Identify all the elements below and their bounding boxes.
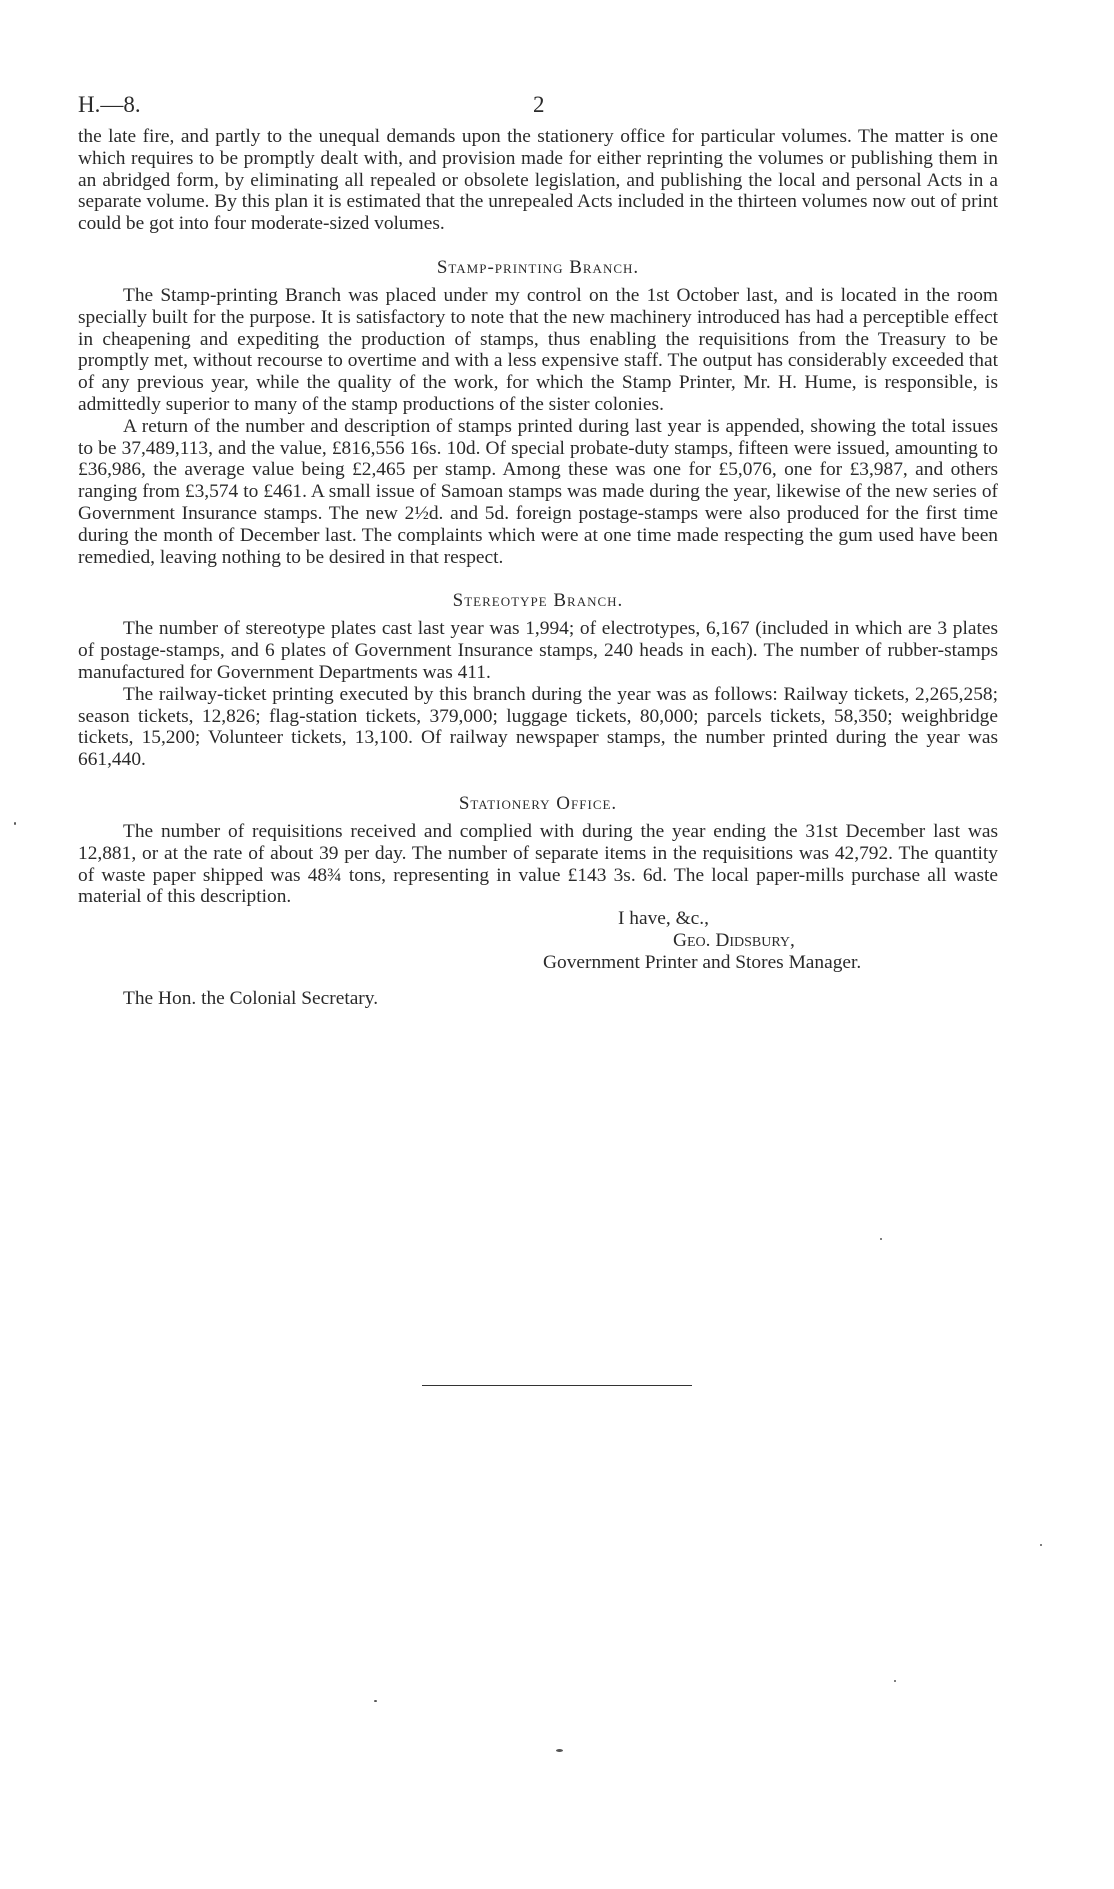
scan-speck	[894, 1680, 896, 1682]
section-stationery-office	[78, 793, 998, 908]
signatory-name: Geo. Didsbury,	[673, 929, 795, 951]
section-stamp-printing	[78, 257, 998, 568]
addressee: The Hon. the Colonial Secretary.	[123, 987, 379, 1009]
section-heading: Stereotype Branch.	[452, 590, 624, 612]
scan-speck	[556, 1749, 563, 1752]
paragraph: The number of stereotype plates cast last year was 1,994; of electrotypes, 6,167 (included in which are 3 plates of postage-stamps, and 6 plates of Government Insurance stamps, 240 heads in each). The number of rubber-stamps manufactured for Government Departments was 411.	[78, 618, 998, 683]
signoff-block	[78, 908, 998, 973]
closing-rule	[422, 1385, 692, 1386]
closing-line: I have, &c.,	[618, 908, 709, 930]
paper-reference: H.—8.	[78, 92, 141, 117]
section-stereotype	[78, 590, 998, 771]
paragraph: A return of the number and description of stamps printed during last year is appended, showing the total issues to be 37,489,113, and the value, £816,556 16s. 10d. Of special probate-duty stamps, fifteen were issued, amounting to £36,986, the average value being £2,465 per stamp. Among these was one for £5,076, one for £3,987, and others ranging from £3,574 to £461. A small issue of Samoan stamps was made during the year, likewise of the new series of Government Insurance stamps. The new 2½d. and 5d. foreign postage-stamps were also produced for the first time during the month of December last. The complaints which were at one time made respecting the gum used have been remedied, leaving nothing to be desired in that respect.	[78, 415, 998, 568]
paragraph: The railway-ticket printing executed by this branch during the year was as follows: Railway tickets, 2,265,258; season tickets, 12,826; flag-station tickets, 379,000; luggage tickets, 80,000; parcels tickets, 58,350; weighbridge tickets, 15,200; Volunteer tickets, 13,100. Of railway newspaper stamps, the number printed during the year was 661,440.	[78, 683, 998, 771]
page-header	[78, 92, 998, 126]
document-page	[78, 92, 998, 1010]
scan-speck	[14, 822, 16, 825]
scan-speck	[880, 1238, 882, 1240]
page-number: 2	[533, 92, 545, 117]
paragraph: The Stamp-printing Branch was placed under my control on the 1st October last, and is located in the room specially built for the purpose. It is satisfactory to note that the new machinery introduced has had a perceptible effect in cheapening and expediting the production of stamps, thus enabling the requisitions from the Treasury to be promptly met, without recourse to overtime and with a less expensive staff. The output has considerably exceeded that of any previous year, while the quality of the work, for which the Stamp Printer, Mr. H. Hume, is responsible, is admittedly superior to many of the stamp productions of the sister colonies.	[78, 284, 998, 415]
section-heading: Stamp-printing Branch.	[436, 256, 640, 278]
section-heading: Stationery Office.	[458, 792, 618, 814]
paragraph: The number of requisitions received and complied with during the year ending the 31st December last was 12,881, or at the rate of about 39 per day. The number of separate items in the requisitions was 42,792. The quantity of waste paper shipped was 48¾ tons, representing in value £143 3s. 6d. The local paper-mills purchase all waste material of this description.	[78, 820, 998, 908]
signatory-title: Government Printer and Stores Manager.	[543, 951, 862, 973]
opening-paragraph: the late fire, and partly to the unequal demands upon the stationery office for particular volumes. The matter is one which requires to be promptly dealt with, and provision made for either reprinting the volumes or publishing them in an abridged form, by eliminating all repealed or obsolete legislation, and publishing the local and personal Acts in a separate volume. By this plan it is estimated that the unrepealed Acts included in the thirteen volumes now out of print could be got into four moderate-sized volumes.	[78, 126, 998, 235]
scan-speck	[374, 1700, 377, 1702]
scan-speck	[1040, 1544, 1042, 1546]
